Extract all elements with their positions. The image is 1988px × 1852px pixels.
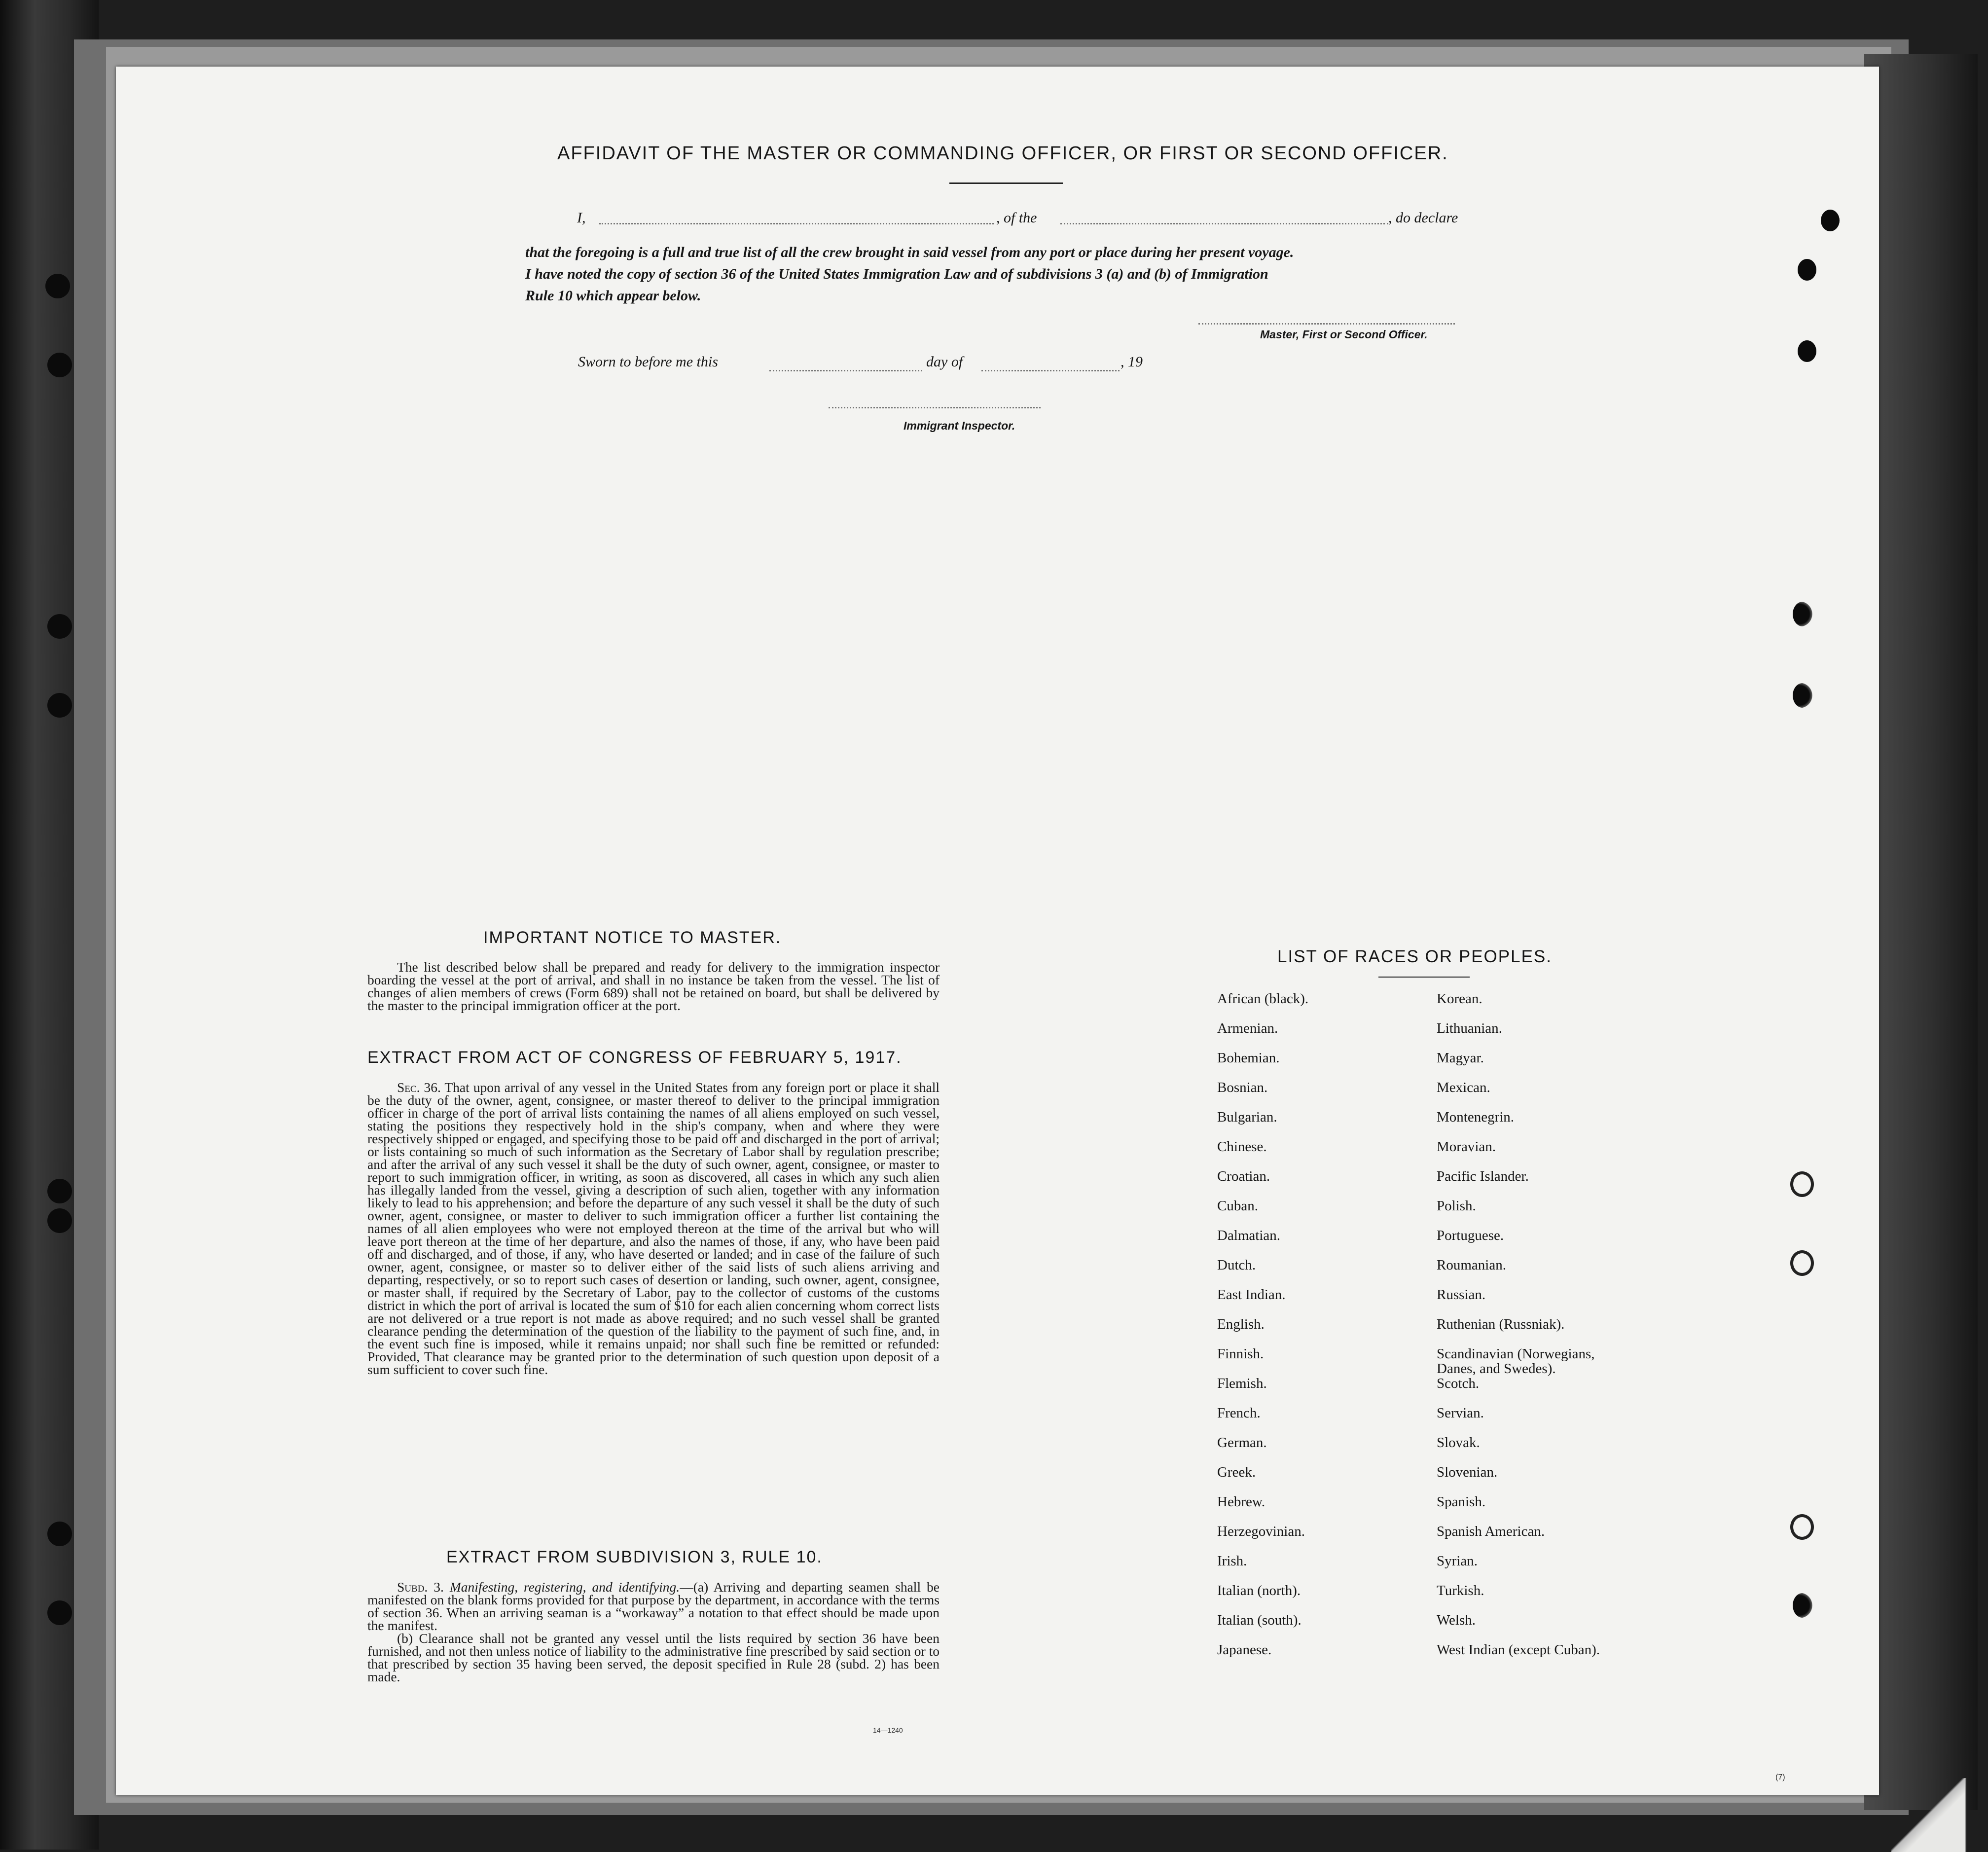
race-item: Japanese. [1217,1642,1272,1658]
vessel-blank[interactable] [1060,223,1388,224]
binder-hole-icon [45,274,70,298]
punch-hole-icon [1793,683,1812,708]
title-underline [949,182,1063,184]
sworn-label: Sworn to before me this [578,354,718,370]
rule-subdivision: Subd. 3. [397,1579,444,1595]
race-item: West Indian (except Cuban). [1437,1642,1600,1658]
race-item: Moravian. [1437,1139,1496,1155]
punch-hole-icon [1790,1514,1814,1540]
year-label: , 19 [1121,354,1143,370]
rule-heading: Manifesting, registering, and identifying. [449,1579,680,1595]
race-item: German. [1217,1435,1267,1451]
race-item: Magyar. [1437,1050,1484,1066]
affidavit-i: I, [577,210,586,226]
race-item: Syrian. [1437,1553,1478,1569]
sworn-day-blank[interactable] [769,370,922,371]
race-item: Armenian. [1217,1020,1278,1036]
race-item: Herzegovinian. [1217,1524,1305,1539]
punch-hole-icon [1793,1593,1812,1618]
binder-hole-icon [47,1179,72,1203]
race-item: Spanish. [1437,1494,1486,1510]
notice-paragraph: The list described below shall be prepared and ready for delivery to the immigration inspector boarding the vessel at the port of arrival, and shall in no instance be taken from the vessel. The list of changes of alien members of crews (Form 689) shall not be retained on board, but shall be delivered by the master to the principal immigration officer at the port. [367,959,940,1013]
race-item: East Indian. [1217,1287,1286,1303]
race-item: Portuguese. [1437,1228,1504,1243]
race-item: Bulgarian. [1217,1109,1277,1125]
race-item: Mexican. [1437,1080,1490,1095]
race-item: Flemish. [1217,1376,1267,1391]
act-text [367,1081,940,1376]
race-item: Finnish. [1217,1346,1264,1362]
master-signature-label: Master, First or Second Officer. [1260,328,1428,341]
race-item: Lithuanian. [1437,1020,1502,1036]
affidavit-line-3: I have noted the copy of section 36 of the United States Immigration Law and of subdivisions 3 (a) and (b) of Immigration [525,266,1268,282]
binder-right-edge [1864,54,1978,1810]
race-item: Slovak. [1437,1435,1480,1451]
race-item: Bohemian. [1217,1050,1280,1066]
affidavit-line-4: Rule 10 which appear below. [525,288,701,304]
punch-hole-icon [1798,259,1816,281]
form-number: 14—1240 [873,1726,903,1734]
race-item: Ruthenian (Russniak). [1437,1316,1565,1332]
race-item: Hebrew. [1217,1494,1265,1510]
race-item: Croatian. [1217,1168,1270,1184]
act-section: Sec. 36. [397,1080,441,1095]
master-signature-blank[interactable] [1198,323,1455,325]
rule-paragraph-a: —(a) Arriving and departing seamen shall be manifested on the blank forms provided for that purpose by the department, in accordance with the terms of section 36. When an arriving seaman is a “workaway” a notation to that effect should be made upon the manifest. [367,1579,940,1633]
day-of-label: day of [926,354,963,370]
rule-paragraph-b: (b) Clearance shall not be granted any vessel until the lists required by section 36 have been furnished, and not then unless notice of liability to the administrative fine prescribed by said section or to that prescribed by section 35 having been served, the deposit specified in Rule 28 (subd. 2) has been made. [367,1631,940,1684]
races-column-1 [1217,991,1308,1672]
notice-text [367,961,940,1012]
races-title-underline [1378,977,1470,978]
races-title: LIST OF RACES OR PEOPLES. [1277,947,1553,966]
race-item: Spanish American. [1437,1524,1545,1539]
affidavit-do-declare: , do declare [1388,210,1458,226]
page-corner-fold [1891,1778,1966,1852]
race-item: Scandinavian (Norwegians, Danes, and Swedes). [1437,1346,1595,1377]
punch-hole-icon [1790,1171,1814,1197]
binder-hole-icon [47,693,72,718]
punch-hole-icon [1790,1250,1814,1276]
race-item: African (black). [1217,991,1309,1007]
race-item: Scotch. [1437,1376,1480,1391]
affidavit-title: AFFIDAVIT OF THE MASTER OR COMMANDING OFFICER, OR FIRST OR SECOND OFFICER. [557,143,1448,164]
inspector-signature-blank[interactable] [829,407,1041,408]
punch-hole-icon [1798,340,1816,362]
affidavit-body [525,242,1489,307]
act-title: EXTRACT FROM ACT OF CONGRESS OF FEBRUARY 5, 1917. [367,1048,902,1067]
notice-title: IMPORTANT NOTICE TO MASTER. [483,928,782,947]
affidavit-line-2: that the foregoing is a full and true list of all the crew brought in said vessel from any port or place during her present voyage. [525,244,1294,260]
inspector-signature-label: Immigrant Inspector. [904,419,1015,432]
race-item: Turkish. [1437,1583,1484,1598]
binder-hole-icon [47,1208,72,1233]
race-item: Russian. [1437,1287,1486,1303]
rule-title: EXTRACT FROM SUBDIVISION 3, RULE 10. [446,1548,823,1566]
race-item: Cuban. [1217,1198,1258,1214]
race-item: Korean. [1437,991,1482,1007]
race-item: Italian (south). [1217,1612,1301,1628]
race-item: Polish. [1437,1198,1476,1214]
race-item: Italian (north). [1217,1583,1301,1598]
race-item: Irish. [1217,1553,1247,1569]
race-item: Greek. [1217,1464,1256,1480]
binder-hole-icon [47,1600,72,1625]
race-item: Dutch. [1217,1257,1256,1273]
punch-hole-icon [1821,210,1840,231]
race-item: Chinese. [1217,1139,1267,1155]
corner-mark: (7) [1775,1773,1785,1781]
race-item: English. [1217,1316,1265,1332]
race-item: Servian. [1437,1405,1484,1421]
race-item: Bosnian. [1217,1080,1268,1095]
binder-hole-icon [47,614,72,639]
affidavit-of-the: , of the [996,210,1037,226]
race-item: Pacific Islander. [1437,1168,1529,1184]
race-item: Slovenian. [1437,1464,1498,1480]
punch-hole-icon [1793,602,1812,626]
race-item: Montenegrin. [1437,1109,1515,1125]
races-column-2 [1437,991,1634,1672]
sworn-month-blank[interactable] [981,370,1120,371]
race-item: Roumanian. [1437,1257,1506,1273]
name-blank[interactable] [599,223,994,224]
race-item: Dalmatian. [1217,1228,1281,1243]
act-paragraph: That upon arrival of any vessel in the United States from any foreign port or place it shall be the duty of the owner, agent, consignee, or master thereof to deliver to the principal immigration officer in charge of the port of arrival lists containing the names of all aliens employed on such vessel, stating the positions they respectively hold in the ship's company, when and where they were respectively shipped or engaged, and specifying those to be paid off and discharged in the port of arrival; or lists containing so much of such information as the Secretary of Labor shall by regulation prescribe; and after the arrival of any such vessel it shall be the duty of such owner, agent, consignee, or master to report to such immigration officer, in writing, as soon as discovered, all cases in which any such alien has illegally landed from the vessel, giving a description of such alien, together with any information likely to lead to his apprehension; and before the departure of any such vessel it shall be the duty of such owner, agent, consignee, or master to deliver to such immigration officer a further list containing the names of all alien employees who were not employed thereon at the time of the arrival but who will leave port thereon at the time of her departure, and also the names of those, if any, who have been paid off and discharged, and of those, if any, who have deserted or landed; and in case of the failure of such owner, agent, consignee, or master so to deliver either of the said lists of such aliens arriving and departing, respectively, or so to report such cases of desertion or landing, such owner, agent, consignee, or master shall, if required by the Secretary of Labor, pay to the collector of customs of the customs district in which the port of arrival is located the sum of $10 for each alien concerning whom correct lists are not delivered or a true report is not made as above required; and no such vessel shall be granted clearance pending the determination of the question of the liability to the payment of such fine, and, in the event such fine is imposed, while it remains unpaid; nor shall such fine be remitted or refunded: Provided, That clearance may be granted prior to the determination of such question upon deposit of a sum sufficient to cover such fine. [367,1080,940,1377]
binder-hole-icon [47,353,72,377]
race-item: French. [1217,1405,1261,1421]
binder-hole-icon [47,1522,72,1546]
rule-text [367,1581,940,1683]
race-item: Welsh. [1437,1612,1476,1628]
